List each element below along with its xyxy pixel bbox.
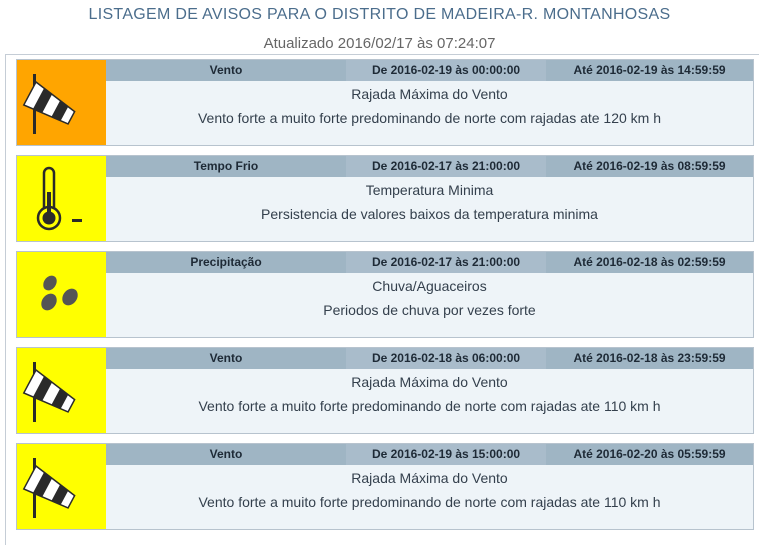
windsock-icon bbox=[17, 444, 106, 529]
warning-start: De 2016-02-19 às 00:00:00 bbox=[346, 60, 546, 81]
raindrops-icon bbox=[17, 252, 106, 337]
warning-body bbox=[106, 177, 753, 241]
warning-card bbox=[16, 443, 754, 530]
warning-end: Até 2016-02-19 às 14:59:59 bbox=[573, 63, 726, 77]
warning-level-indicator bbox=[17, 444, 106, 529]
warning-end: Até 2016-02-19 às 08:59:59 bbox=[573, 159, 726, 173]
warning-start: De 2016-02-17 às 21:00:00 bbox=[346, 156, 546, 177]
warning-start: De 2016-02-18 às 06:00:00 bbox=[346, 348, 546, 369]
windsock-icon bbox=[17, 60, 106, 145]
warning-card bbox=[16, 251, 754, 338]
warning-description: Vento forte a muito forte predominando de norte com rajadas ate 110 km h bbox=[198, 398, 661, 414]
warning-level-indicator bbox=[17, 252, 106, 337]
warning-title: Temperatura Minima bbox=[365, 182, 494, 198]
warning-body bbox=[106, 273, 753, 337]
warning-header bbox=[106, 348, 753, 369]
warning-header bbox=[106, 156, 753, 177]
page-title: LISTAGEM DE AVISOS PARA O DISTRITO DE MADEIRA-R. MONTANHOSAS bbox=[88, 6, 671, 23]
warning-title: Rajada Máxima do Vento bbox=[351, 374, 508, 390]
warning-level-indicator bbox=[17, 156, 106, 241]
warning-type: Vento bbox=[209, 351, 243, 365]
warning-description: Vento forte a muito forte predominando de norte com rajadas ate 110 km h bbox=[198, 494, 661, 510]
warning-type: Vento bbox=[209, 63, 243, 77]
warning-body bbox=[106, 81, 753, 145]
warning-level-indicator bbox=[17, 348, 106, 433]
warning-card bbox=[16, 347, 754, 434]
warning-end: Até 2016-02-18 às 23:59:59 bbox=[573, 351, 726, 365]
thermometer-cold-icon bbox=[17, 156, 106, 241]
warning-title: Rajada Máxima do Vento bbox=[351, 86, 508, 102]
warning-card bbox=[16, 59, 754, 146]
updated-timestamp: Atualizado 2016/02/17 às 07:24:07 bbox=[263, 35, 496, 52]
warnings-list bbox=[5, 54, 759, 545]
warning-body bbox=[106, 465, 753, 529]
warning-header bbox=[106, 444, 753, 465]
warning-description: Periodos de chuva por vezes forte bbox=[323, 302, 536, 318]
warning-end: Até 2016-02-20 às 05:59:59 bbox=[573, 447, 726, 461]
warning-type: Vento bbox=[209, 447, 243, 461]
warning-start: De 2016-02-19 às 15:00:00 bbox=[346, 444, 546, 465]
warning-end: Até 2016-02-18 às 02:59:59 bbox=[573, 255, 726, 269]
warning-description: Vento forte a muito forte predominando de norte com rajadas ate 120 km h bbox=[197, 110, 662, 126]
warning-body bbox=[106, 369, 753, 433]
warning-title: Rajada Máxima do Vento bbox=[351, 470, 508, 486]
warning-card bbox=[16, 155, 754, 242]
warning-header bbox=[106, 60, 753, 81]
windsock-icon bbox=[17, 348, 106, 433]
warning-type: Precipitação bbox=[190, 255, 262, 269]
warning-title: Chuva/Aguaceiros bbox=[372, 278, 487, 294]
warning-type: Tempo Frio bbox=[193, 159, 259, 173]
warning-start: De 2016-02-17 às 21:00:00 bbox=[346, 252, 546, 273]
warning-level-indicator bbox=[17, 60, 106, 145]
warning-header bbox=[106, 252, 753, 273]
warning-description: Persistencia de valores baixos da temperatura minima bbox=[261, 206, 598, 222]
